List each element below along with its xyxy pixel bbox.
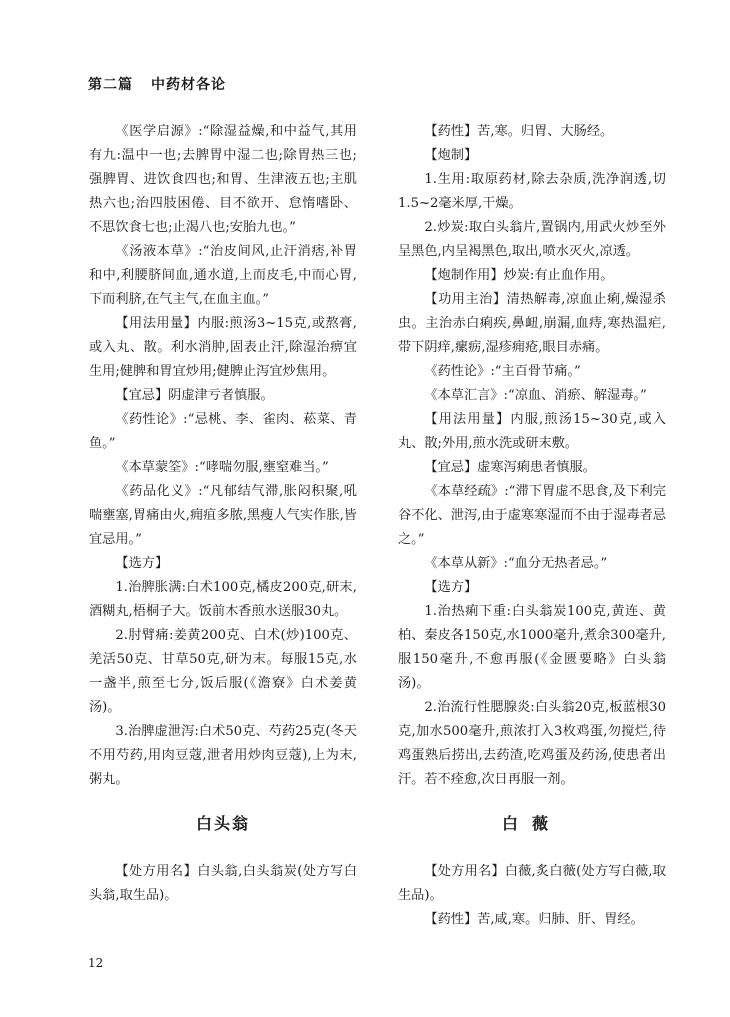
paragraph: 《本草经疏》:“滞下胃虚不思食,及下利完谷不化、泄泻,由于虚寒寒湿而不由于湿毒者忌之。” [398,484,666,547]
paragraph: 【处方用名】白头翁,白头翁炭(处方写白头翁,取生品)。 [89,864,357,903]
paragraph: 《药性论》:“主百骨节痛。” [424,364,581,379]
paragraph: 【药性】苦,咸,寒。归肺、肝、胃经。 [424,912,644,927]
paragraph: 2.炒炭:取白头翁片,置锅内,用武火炒至外呈黑色,内呈褐黑色,取出,喷水灭火,凉透。 [398,220,666,259]
section-title-baitouweng: 白头翁 [195,814,250,833]
paragraph: 1.治脾胀满:白术100克,橘皮200克,研末,酒糊丸,梧桐子大。饭前木香煎水送服30丸。 [89,580,357,619]
paragraph: 【功用主治】清热解毒,凉血止痢,燥湿杀虫。主治赤白痢疾,鼻衄,崩漏,血痔,寒热温疟,带下阴痒,瘰疬,湿疹痈疮,眼目赤痛。 [398,292,666,355]
paragraph: 【选方】 [424,580,478,595]
paragraph: 【用法用量】内服:煎汤3~15克,或熬膏,或入丸、散。利水消肿,固表止汗,除湿治痹宜生用;健脾和胃宜炒用;健脾止泻宜炒焦用。 [89,316,357,379]
header-part: 第二篇 [88,77,133,93]
paragraph: 《本草蒙筌》:“哮喘勿服,壅窒难当。” [115,460,329,475]
paragraph: 【炮制】 [424,148,478,163]
paragraph: 《本草汇言》:“凉血、消瘀、解湿毒。” [424,388,647,403]
running-header [88,74,226,94]
paragraph: 1.治热痢下重:白头翁炭100克,黄连、黄柏、秦皮各150克,水1000毫升,煮余300毫升,服150毫升,不愈再服(《金匮要略》白头翁汤)。 [398,604,666,691]
page-number: 12 [88,956,104,970]
paragraph: 3.治脾虚泄泻:白术50克、芍药25克(冬天不用芍药,用肉豆蔻,泄者用炒肉豆蔻),上为末,粥丸。 [89,724,357,787]
right-column [398,120,666,932]
paragraph: 《本草从新》:“血分无热者忌。” [424,556,608,571]
header-title: 中药材各论 [151,77,226,93]
paragraph: 1.生用:取原药材,除去杂质,洗净润透,切1.5~2毫米厚,干燥。 [398,172,666,211]
paragraph: 《医学启源》:“除湿益燥,和中益气,其用有九:温中一也;去脾胃中湿二也;除胃热三也;强脾胃、进饮食四也;和胃、生津液五也;主肌热六也;治四肢困倦、目不欲开、怠惰嗜卧、不思饮食七也;止渴八也;安胎九也。” [89,124,357,235]
paragraph: 【炮制作用】炒炭:有止血作用。 [424,268,614,283]
paragraph: 《药性论》:“忌桃、李、雀肉、菘菜、青鱼。” [89,412,357,451]
paragraph: 【宜忌】虚寒泻痢患者慎服。 [424,460,596,475]
paragraph: 2.治流行性腮腺炎:白头翁20克,板蓝根30克,加水500毫升,煎浓打入3枚鸡蛋,勿搅烂,待鸡蛋熟后捞出,去药渣,吃鸡蛋及药汤,使患者出汗。若不痊愈,次日再服一剂。 [398,700,666,787]
paragraph: 【药性】苦,寒。归胃、大肠经。 [424,124,614,139]
paragraph: 【宜忌】阴虚津亏者慎服。 [115,388,274,403]
left-column [89,120,357,908]
paragraph: 【选方】 [115,556,169,571]
paragraph: 2.肘臂痛:姜黄200克、白术(炒)100克、羌活50克、甘草50克,研为末。每服15克,水一盏半,煎至七分,饭后服(《澹寮》白术姜黄汤)。 [89,628,357,715]
paragraph: 【处方用名】白薇,炙白薇(处方写白薇,取生品)。 [398,864,666,903]
paragraph: 《汤液本草》:“治皮间风,止汗消痞,补胃和中,利腰脐间血,通水道,上而皮毛,中而心胃,下而利脐,在气主气,在血主血。” [89,244,357,307]
paragraph: 《药品化义》:“凡郁结气滞,胀闷积聚,吼喘壅塞,胃痛由火,痈疽多脓,黑瘦人气实作胀,皆宜忌用。” [89,484,357,547]
paragraph: 【用法用量】内服,煎汤15~30克,或入丸、散;外用,煎水洗或研末敷。 [398,412,666,451]
section-title-baiwei: 白薇 [501,814,562,833]
